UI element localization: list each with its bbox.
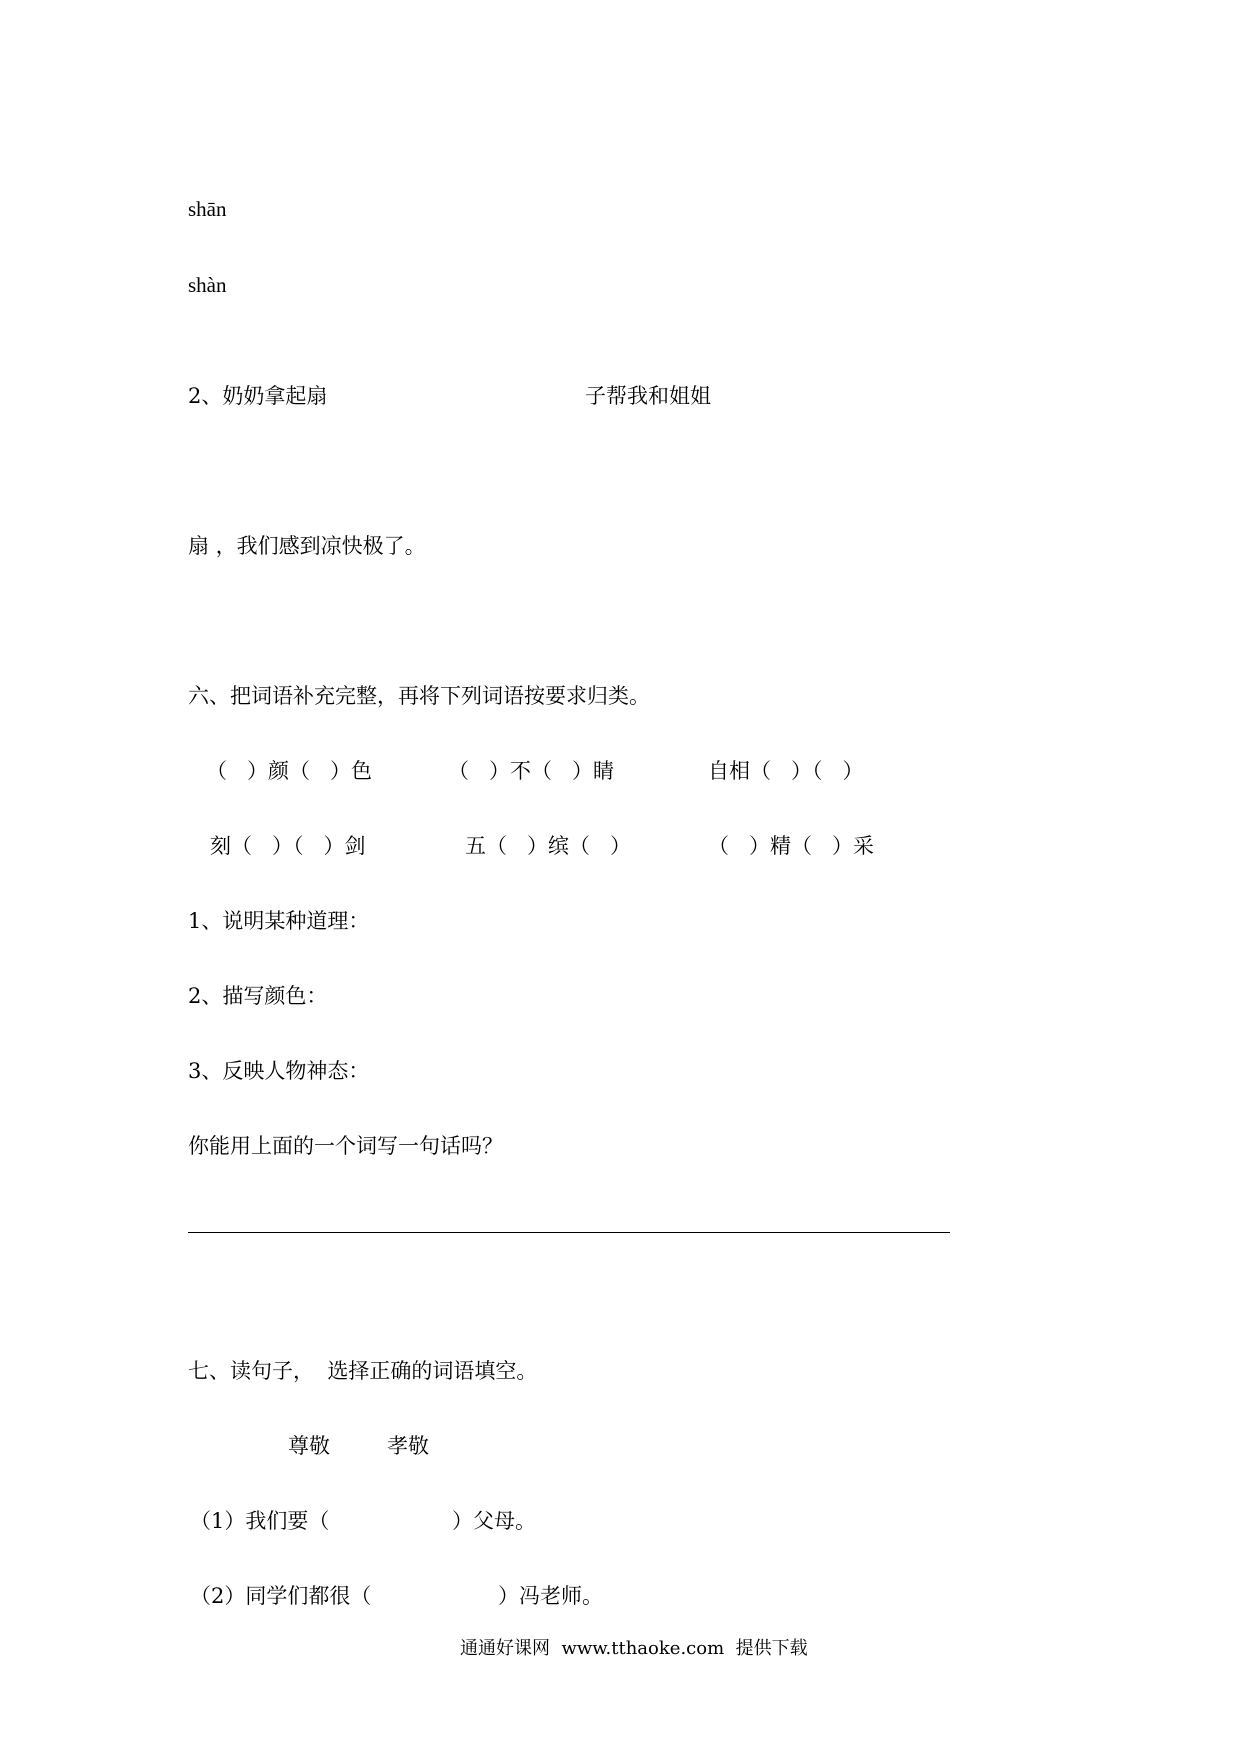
sentence-2-end: ）冯老师。	[498, 1584, 603, 1608]
word-option-1: 尊敬	[288, 1434, 330, 1458]
sentence-1-start: （1）我们要（	[190, 1509, 330, 1533]
idiom-5: 五（ ）缤（ ）	[465, 834, 632, 858]
idiom-4: 刻（ ）（ ）剑	[210, 834, 366, 858]
answer-line	[188, 1232, 950, 1233]
sentence-prompt: 你能用上面的一个词写一句话吗？	[188, 1134, 503, 1158]
pinyin-shan1: shān	[188, 197, 227, 221]
q2-line1-part-a: 2、奶奶拿起扇	[188, 384, 328, 408]
q2-line1-part-b: 子帮我和姐姐	[585, 384, 711, 408]
section7-title: 七、读句子， 选择正确的词语填空。	[188, 1359, 538, 1383]
idiom-6: （ ）精（ ）采	[708, 834, 875, 858]
footer-text: 通通好课网 www.tthaoke.com 提供下载	[460, 1638, 808, 1659]
idiom-1: （ ）颜（ ）色	[206, 759, 373, 783]
sentence-1-end: ）父母。	[452, 1509, 536, 1533]
pinyin-shan4: shàn	[188, 273, 227, 297]
category-1: 1、说明某种道理：	[188, 909, 370, 933]
category-2: 2、描写颜色：	[188, 984, 328, 1008]
category-3: 3、反映人物神态：	[188, 1059, 370, 1083]
idiom-3: 自相（ ）（ ）	[708, 759, 864, 783]
word-option-2: 孝敬	[387, 1434, 429, 1458]
sentence-2-start: （2）同学们都很（	[190, 1584, 372, 1608]
section6-title: 六、把词语补充完整，再将下列词语按要求归类。	[188, 684, 650, 708]
q2-line2: 扇 ，我们感到凉快极了。	[188, 534, 426, 558]
idiom-2: （ ）不（ ）睛	[448, 759, 615, 783]
